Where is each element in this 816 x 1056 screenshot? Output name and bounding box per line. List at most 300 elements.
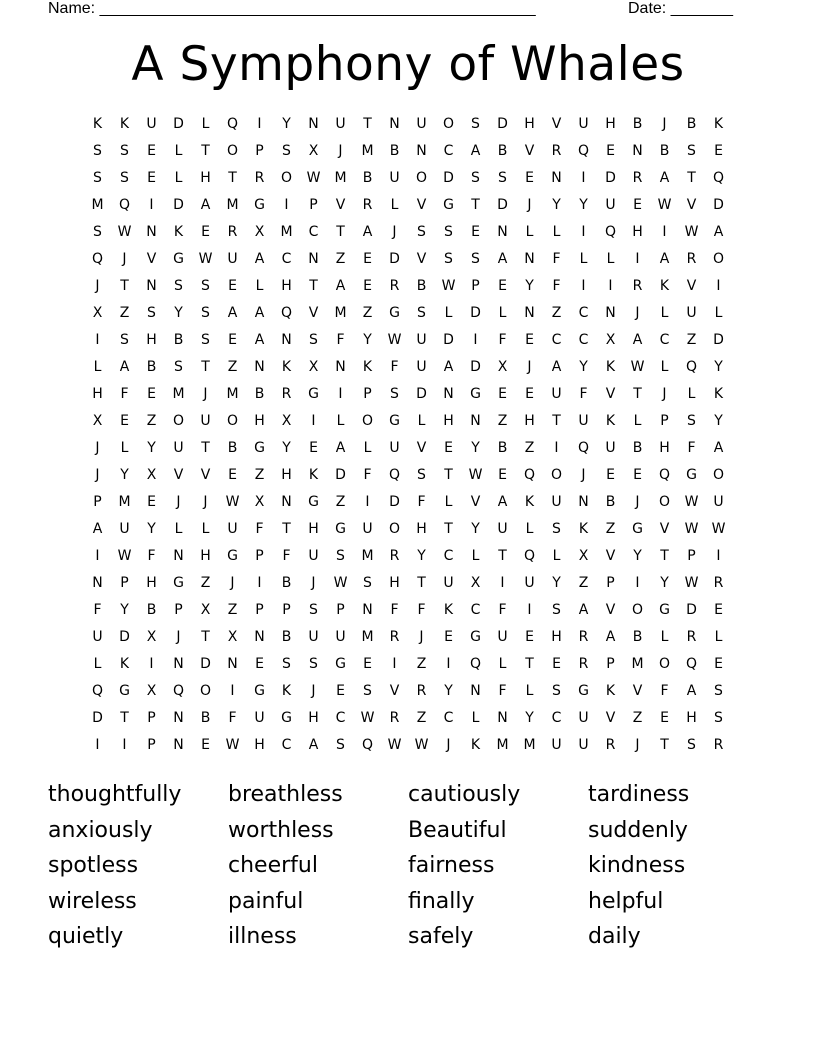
- grid-letter: G: [632, 521, 643, 537]
- grid-letter: N: [389, 116, 400, 132]
- grid-letter: H: [200, 548, 211, 564]
- word-item: breathless: [228, 782, 343, 807]
- grid-letter: W: [684, 521, 699, 537]
- grid-letter: P: [255, 548, 264, 564]
- grid-letter: A: [659, 251, 670, 267]
- grid-letter: A: [443, 359, 454, 375]
- grid-letter: F: [228, 710, 237, 726]
- grid-letter: E: [363, 656, 372, 672]
- grid-letter: U: [119, 521, 130, 537]
- grid-letter: T: [201, 629, 210, 645]
- grid-letter: S: [174, 359, 183, 375]
- grid-row: [84, 708, 732, 735]
- word-item: quietly: [48, 924, 124, 950]
- grid-row: [84, 303, 732, 330]
- grid-letter: U: [713, 494, 724, 510]
- grid-letter: I: [581, 170, 586, 186]
- grid-letter: J: [635, 305, 640, 321]
- grid-letter: T: [660, 737, 669, 753]
- grid-letter: F: [390, 602, 399, 618]
- grid-letter: K: [524, 494, 535, 510]
- grid-letter: U: [335, 629, 346, 645]
- grid-letter: B: [632, 116, 643, 132]
- word-item: illness: [228, 924, 297, 950]
- grid-letter: S: [687, 737, 696, 753]
- grid-letter: T: [660, 548, 669, 564]
- grid-letter: S: [120, 332, 129, 348]
- grid-letter: T: [687, 170, 696, 186]
- grid-letter: J: [230, 575, 235, 591]
- grid-letter: J: [176, 629, 181, 645]
- grid-letter: O: [199, 683, 212, 699]
- grid-letter: N: [92, 575, 103, 591]
- grid-letter: V: [524, 143, 535, 159]
- grid-letter: C: [443, 548, 454, 564]
- grid-letter: I: [149, 656, 154, 672]
- word-row: [48, 921, 768, 957]
- grid-letter: L: [660, 305, 669, 321]
- grid-letter: H: [308, 521, 319, 537]
- grid-letter: S: [444, 251, 453, 267]
- grid-letter: R: [578, 656, 589, 672]
- grid-letter: N: [605, 305, 616, 321]
- grid-letter: E: [498, 467, 507, 483]
- grid-letter: V: [686, 197, 697, 213]
- grid-letter: V: [659, 521, 670, 537]
- grid-letter: C: [443, 143, 454, 159]
- grid-letter: S: [417, 305, 426, 321]
- grid-letter: A: [659, 170, 670, 186]
- grid-letter: G: [686, 467, 697, 483]
- grid-letter: G: [470, 629, 481, 645]
- grid-letter: U: [227, 251, 238, 267]
- grid-letter: C: [659, 332, 670, 348]
- grid-letter: R: [686, 629, 697, 645]
- grid-letter: J: [311, 683, 316, 699]
- grid-letter: B: [632, 440, 643, 456]
- grid-letter: G: [254, 683, 265, 699]
- grid-letter: K: [605, 359, 616, 375]
- word-item: tardiness: [588, 782, 690, 807]
- grid-letter: E: [228, 467, 237, 483]
- grid-letter: A: [335, 278, 346, 294]
- grid-letter: U: [578, 737, 589, 753]
- grid-letter: R: [416, 683, 427, 699]
- grid-letter: V: [605, 386, 616, 402]
- grid-letter: I: [635, 575, 640, 591]
- grid-letter: U: [146, 116, 157, 132]
- grid-letter: K: [605, 413, 616, 429]
- grid-letter: L: [120, 440, 129, 456]
- grid-letter: V: [146, 251, 157, 267]
- grid-letter: G: [173, 251, 184, 267]
- grid-letter: F: [363, 467, 372, 483]
- grid-letter: S: [471, 170, 480, 186]
- grid-letter: I: [446, 656, 451, 672]
- grid-letter: J: [419, 629, 424, 645]
- grid-letter: Y: [120, 467, 129, 483]
- grid-letter: Z: [146, 413, 157, 429]
- grid-letter: S: [282, 143, 291, 159]
- grid-letter: F: [120, 386, 129, 402]
- grid-letter: N: [470, 413, 481, 429]
- grid-letter: F: [552, 278, 561, 294]
- grid-letter: B: [227, 440, 238, 456]
- grid-letter: R: [389, 710, 400, 726]
- grid-letter: T: [471, 197, 480, 213]
- grid-letter: C: [281, 251, 292, 267]
- grid-letter: L: [633, 413, 642, 429]
- grid-letter: J: [635, 494, 640, 510]
- grid-letter: E: [633, 467, 642, 483]
- grid-letter: W: [684, 575, 699, 591]
- grid-letter: S: [147, 305, 156, 321]
- grid-letter: O: [442, 116, 455, 132]
- grid-letter: C: [551, 332, 562, 348]
- grid-letter: N: [524, 251, 535, 267]
- grid-letter: G: [308, 494, 319, 510]
- grid-letter: X: [497, 359, 508, 375]
- grid-letter: S: [174, 278, 183, 294]
- grid-letter: W: [657, 197, 672, 213]
- grid-letter: A: [470, 143, 481, 159]
- grid-letter: S: [120, 143, 129, 159]
- grid-letter: Y: [525, 710, 534, 726]
- grid-letter: D: [92, 710, 103, 726]
- grid-letter: X: [227, 629, 238, 645]
- grid-letter: S: [552, 602, 561, 618]
- grid-letter: S: [93, 143, 102, 159]
- word-item: fairness: [408, 853, 495, 879]
- grid-letter: G: [281, 710, 292, 726]
- grid-letter: Q: [91, 251, 104, 267]
- grid-letter: A: [497, 494, 508, 510]
- grid-letter: K: [659, 278, 670, 294]
- grid-letter: J: [446, 737, 451, 753]
- grid-letter: T: [120, 710, 129, 726]
- grid-letter: D: [686, 602, 697, 618]
- grid-letter: A: [713, 224, 724, 240]
- grid-letter: J: [635, 737, 640, 753]
- grid-letter: E: [363, 251, 372, 267]
- grid-letter: N: [497, 224, 508, 240]
- grid-letter: U: [524, 575, 535, 591]
- grid-letter: X: [146, 467, 157, 483]
- grid-letter: M: [523, 737, 536, 753]
- grid-letter: C: [551, 710, 562, 726]
- grid-letter: M: [334, 170, 347, 186]
- grid-letter: W: [198, 251, 213, 267]
- word-item: spotless: [48, 853, 139, 879]
- grid-letter: T: [633, 386, 642, 402]
- grid-letter: V: [632, 683, 643, 699]
- grid-letter: J: [662, 386, 667, 402]
- grid-letter: Z: [362, 305, 373, 321]
- grid-letter: C: [308, 224, 319, 240]
- grid-letter: S: [93, 170, 102, 186]
- word-row: [48, 779, 768, 815]
- grid-letter: H: [605, 116, 616, 132]
- grid-letter: C: [470, 602, 481, 618]
- word-item: wireless: [48, 888, 137, 914]
- grid-letter: K: [713, 386, 724, 402]
- grid-letter: E: [147, 494, 156, 510]
- grid-letter: E: [228, 332, 237, 348]
- grid-letter: L: [525, 521, 534, 537]
- grid-letter: S: [309, 332, 318, 348]
- grid-letter: H: [389, 575, 400, 591]
- grid-letter: U: [335, 116, 346, 132]
- grid-letter: U: [416, 359, 427, 375]
- grid-letter: Q: [604, 224, 617, 240]
- grid-letter: I: [662, 224, 667, 240]
- grid-letter: P: [660, 413, 669, 429]
- grid-letter: K: [308, 467, 319, 483]
- grid-letter: U: [551, 386, 562, 402]
- grid-letter: L: [498, 656, 507, 672]
- grid-letter: I: [230, 683, 235, 699]
- grid-letter: Q: [685, 656, 698, 672]
- grid-row: [84, 384, 732, 411]
- grid-letter: K: [119, 656, 130, 672]
- grid-letter: U: [254, 710, 265, 726]
- grid-letter: R: [686, 251, 697, 267]
- grid-letter: H: [281, 467, 292, 483]
- grid-letter: L: [174, 521, 183, 537]
- grid-letter: B: [659, 143, 670, 159]
- grid-letter: K: [281, 359, 292, 375]
- grid-row: [84, 357, 732, 384]
- grid-letter: A: [605, 629, 616, 645]
- grid-letter: I: [95, 548, 100, 564]
- grid-letter: O: [712, 467, 725, 483]
- grid-letter: W: [387, 332, 402, 348]
- grid-letter: R: [254, 170, 265, 186]
- grid-letter: D: [497, 116, 508, 132]
- grid-letter: D: [443, 332, 454, 348]
- grid-letter: U: [551, 737, 562, 753]
- grid-letter: P: [255, 143, 264, 159]
- grid-row: [84, 330, 732, 357]
- grid-letter: Y: [120, 602, 129, 618]
- grid-letter: G: [659, 602, 670, 618]
- grid-letter: L: [552, 224, 561, 240]
- grid-letter: Q: [280, 305, 293, 321]
- grid-row: [84, 141, 732, 168]
- grid-letter: O: [280, 170, 293, 186]
- grid-letter: N: [254, 359, 265, 375]
- grid-letter: L: [471, 710, 480, 726]
- grid-letter: Q: [523, 467, 536, 483]
- grid-letter: F: [93, 602, 102, 618]
- grid-row: [84, 681, 732, 708]
- grid-letter: Q: [577, 143, 590, 159]
- grid-letter: X: [308, 359, 319, 375]
- grid-letter: N: [416, 143, 427, 159]
- grid-letter: W: [306, 170, 321, 186]
- grid-letter: H: [92, 386, 103, 402]
- grid-letter: X: [200, 602, 211, 618]
- grid-letter: S: [444, 224, 453, 240]
- grid-letter: Y: [552, 197, 561, 213]
- grid-letter: P: [336, 602, 345, 618]
- grid-letter: F: [498, 332, 507, 348]
- grid-letter: N: [173, 548, 184, 564]
- grid-letter: F: [498, 602, 507, 618]
- grid-letter: Y: [633, 548, 642, 564]
- grid-letter: H: [146, 575, 157, 591]
- grid-letter: U: [200, 413, 211, 429]
- grid-letter: R: [632, 170, 643, 186]
- grid-row: [84, 438, 732, 465]
- grid-letter: Y: [471, 440, 480, 456]
- grid-letter: F: [417, 494, 426, 510]
- grid-letter: I: [257, 575, 262, 591]
- grid-letter: E: [147, 143, 156, 159]
- grid-letter: T: [120, 278, 129, 294]
- grid-letter: E: [714, 656, 723, 672]
- grid-letter: G: [389, 413, 400, 429]
- grid-letter: S: [498, 170, 507, 186]
- grid-letter: R: [389, 629, 400, 645]
- grid-letter: C: [443, 710, 454, 726]
- grid-letter: F: [498, 683, 507, 699]
- grid-letter: V: [416, 197, 427, 213]
- grid-letter: T: [201, 143, 210, 159]
- grid-letter: D: [497, 197, 508, 213]
- grid-letter: J: [176, 494, 181, 510]
- grid-letter: D: [200, 656, 211, 672]
- grid-letter: S: [201, 305, 210, 321]
- grid-letter: P: [309, 197, 318, 213]
- grid-letter: N: [443, 386, 454, 402]
- grid-letter: W: [333, 575, 348, 591]
- grid-letter: E: [444, 629, 453, 645]
- grid-letter: U: [308, 548, 319, 564]
- grid-letter: N: [281, 332, 292, 348]
- grid-letter: P: [363, 386, 372, 402]
- grid-letter: X: [254, 494, 265, 510]
- grid-letter: U: [416, 332, 427, 348]
- grid-letter: D: [416, 386, 427, 402]
- grid-letter: S: [390, 386, 399, 402]
- grid-letter: L: [201, 116, 210, 132]
- grid-letter: S: [552, 683, 561, 699]
- grid-letter: N: [173, 737, 184, 753]
- grid-letter: U: [551, 494, 562, 510]
- grid-letter: J: [527, 359, 532, 375]
- grid-letter: B: [632, 629, 643, 645]
- grid-letter: M: [226, 386, 239, 402]
- word-list: [48, 779, 768, 957]
- grid-letter: J: [662, 116, 667, 132]
- grid-letter: I: [311, 413, 316, 429]
- grid-letter: T: [525, 656, 534, 672]
- grid-letter: Z: [335, 251, 346, 267]
- grid-letter: H: [281, 278, 292, 294]
- grid-letter: J: [95, 440, 100, 456]
- grid-letter: S: [336, 737, 345, 753]
- grid-letter: A: [632, 332, 643, 348]
- grid-letter: X: [470, 575, 481, 591]
- grid-letter: N: [173, 656, 184, 672]
- grid-letter: K: [470, 737, 481, 753]
- grid-letter: L: [498, 305, 507, 321]
- word-row: [48, 886, 768, 922]
- grid-letter: C: [335, 710, 346, 726]
- word-row: [48, 850, 768, 886]
- grid-letter: G: [173, 575, 184, 591]
- grid-letter: Q: [685, 359, 698, 375]
- grid-letter: F: [552, 251, 561, 267]
- grid-letter: G: [443, 197, 454, 213]
- grid-letter: F: [579, 386, 588, 402]
- grid-letter: U: [605, 440, 616, 456]
- grid-letter: Z: [416, 710, 427, 726]
- grid-letter: Z: [119, 305, 130, 321]
- grid-letter: E: [525, 386, 534, 402]
- grid-letter: E: [201, 737, 210, 753]
- grid-letter: X: [146, 629, 157, 645]
- word-item: cautiously: [408, 782, 521, 807]
- grid-letter: I: [716, 278, 721, 294]
- grid-letter: Z: [227, 602, 238, 618]
- grid-letter: M: [91, 197, 104, 213]
- grid-letter: W: [684, 494, 699, 510]
- grid-letter: Z: [632, 710, 643, 726]
- grid-letter: H: [632, 224, 643, 240]
- grid-letter: Q: [577, 440, 590, 456]
- grid-letter: X: [254, 224, 265, 240]
- grid-letter: U: [578, 116, 589, 132]
- word-item: finally: [408, 888, 475, 914]
- grid-letter: Y: [282, 116, 291, 132]
- grid-letter: L: [255, 278, 264, 294]
- word-item: kindness: [588, 853, 686, 879]
- grid-letter: U: [389, 170, 400, 186]
- grid-letter: C: [578, 332, 589, 348]
- grid-letter: K: [92, 116, 103, 132]
- grid-letter: Z: [524, 440, 535, 456]
- grid-letter: P: [282, 602, 291, 618]
- grid-letter: N: [335, 359, 346, 375]
- grid-letter: S: [309, 602, 318, 618]
- grid-letter: W: [117, 224, 132, 240]
- grid-letter: Y: [660, 575, 669, 591]
- grid-letter: N: [254, 629, 265, 645]
- grid-letter: I: [716, 548, 721, 564]
- grid-letter: N: [308, 251, 319, 267]
- grid-letter: D: [335, 467, 346, 483]
- grid-letter: D: [713, 332, 724, 348]
- grid-letter: N: [551, 170, 562, 186]
- grid-letter: F: [336, 332, 345, 348]
- grid-letter: M: [361, 143, 374, 159]
- grid-letter: Z: [497, 413, 508, 429]
- grid-letter: B: [416, 278, 427, 294]
- grid-letter: V: [416, 251, 427, 267]
- page-title: A Symphony of Whales: [131, 37, 685, 92]
- grid-letter: A: [713, 440, 724, 456]
- grid-letter: Z: [227, 359, 238, 375]
- grid-letter: I: [608, 278, 613, 294]
- grid-letter: E: [525, 332, 534, 348]
- grid-letter: M: [118, 494, 131, 510]
- grid-letter: P: [606, 575, 615, 591]
- grid-letter: A: [254, 305, 265, 321]
- grid-letter: K: [281, 683, 292, 699]
- grid-letter: F: [687, 440, 696, 456]
